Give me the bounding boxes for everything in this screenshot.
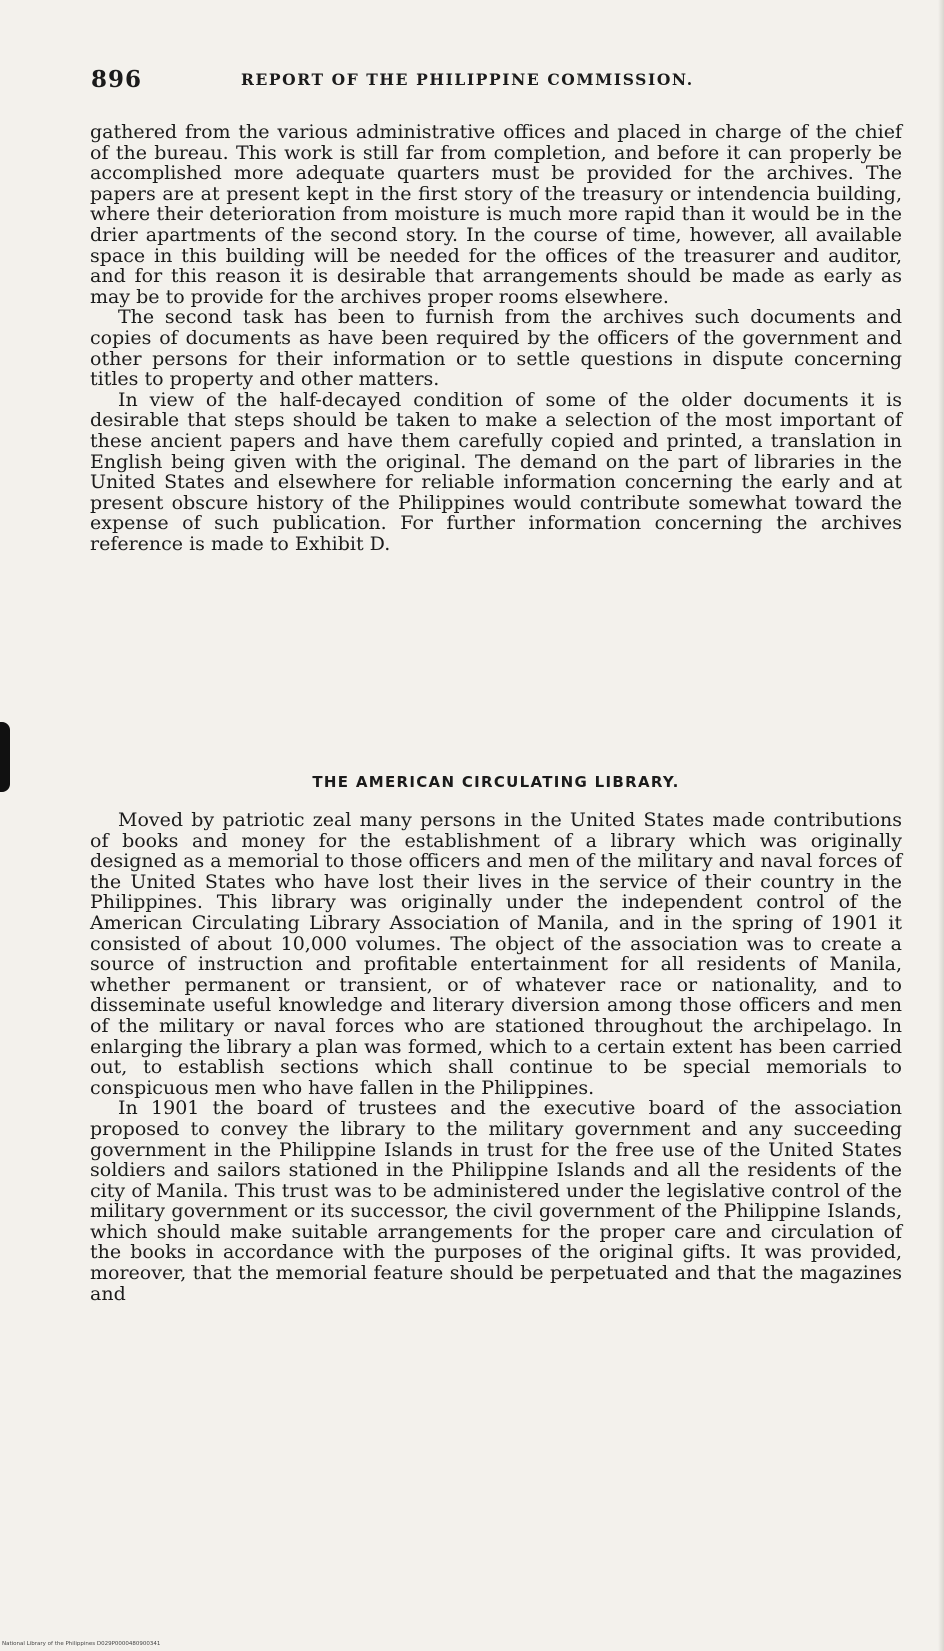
paragraph: The second task has been to furnish from the archives such documents and copies of documents as have been required by the officers of the government and other persons for their information or to settle questions in dispute concerning titles to property and other matters.	[90, 306, 902, 391]
page-header	[91, 64, 871, 98]
body-text-archives	[90, 122, 902, 554]
scan-footer: National Library of the Philippines D029P0000480900341	[2, 1641, 161, 1647]
section-heading: THE AMERICAN CIRCULATING LIBRARY.	[312, 773, 680, 791]
body-text-library	[90, 810, 902, 1304]
page-number: 896	[91, 66, 143, 93]
running-head: REPORT OF THE PHILIPPINE COMMISSION.	[241, 70, 694, 89]
page-edge-shadow	[938, 0, 944, 1651]
paragraph: Moved by patriotic zeal many persons in the United States made contributions of books and money for the establishment of a library which was originally designed as a memorial to those officers and men of the military and naval forces of the United States who have lost their lives in the service of their country in the Philippines. This library was originally under the independent control of the American Circulating Library Association of Manila, and in the spring of 1901 it consisted of about 10,000 volumes. The object of the association was to create a source of instruction and profitable entertainment for all residents of Manila, whether permanent or transient, or of whatever race or nationality, and to disseminate useful knowledge and literary diversion among those officers and men of the military or naval forces who are stationed throughout the archipelago. In enlarging the library a plan was formed, which to a certain extent has been carried out, to establish sections which shall continue to be special memorials to conspicuous men who have fallen in the Philippines.	[90, 809, 902, 1099]
binding-shadow-mark	[0, 722, 10, 792]
paragraph: In view of the half-decayed condition of some of the older documents it is desirable that steps should be taken to make a selection of the most important of these ancient papers and have them carefully copied and printed, a translation in English being given with the original. The demand on the part of libraries in the United States and elsewhere for reliable information concerning the early and at present obscure history of the Philippines would contribute somewhat toward the expense of such publication. For further information concerning the archives reference is made to Exhibit D.	[90, 388, 902, 555]
paragraph: gathered from the various administrative offices and placed in charge of the chief of the bureau. This work is still far from completion, and before it can properly be accomplished more adequate quarters must be provided for the archives. The papers are at present kept in the first story of the treasury or intendencia building, where their deterioration from moisture is much more rapid than it would be in the drier apartments of the second story. In the course of time, however, all available space in this building will be needed for the offices of the treasurer and auditor, and for this reason it is desirable that arrangements should be made as early as may be to provide for the archives proper rooms elsewhere.	[90, 121, 902, 308]
paragraph: In 1901 the board of trustees and the executive board of the association proposed to convey the library to the military government and any succeeding government in the Philippine Islands in trust for the free use of the United States soldiers and sailors stationed in the Philippine Islands and all the residents of the city of Manila. This trust was to be administered under the legislative control of the military government or its successor, the civil government of the Philippine Islands, which should make suitable arrangements for the proper care and circulation of the books in accordance with the purposes of the original gifts. It was provided, moreover, that the memorial feature should be perpetuated and that the magazines and	[90, 1097, 902, 1305]
